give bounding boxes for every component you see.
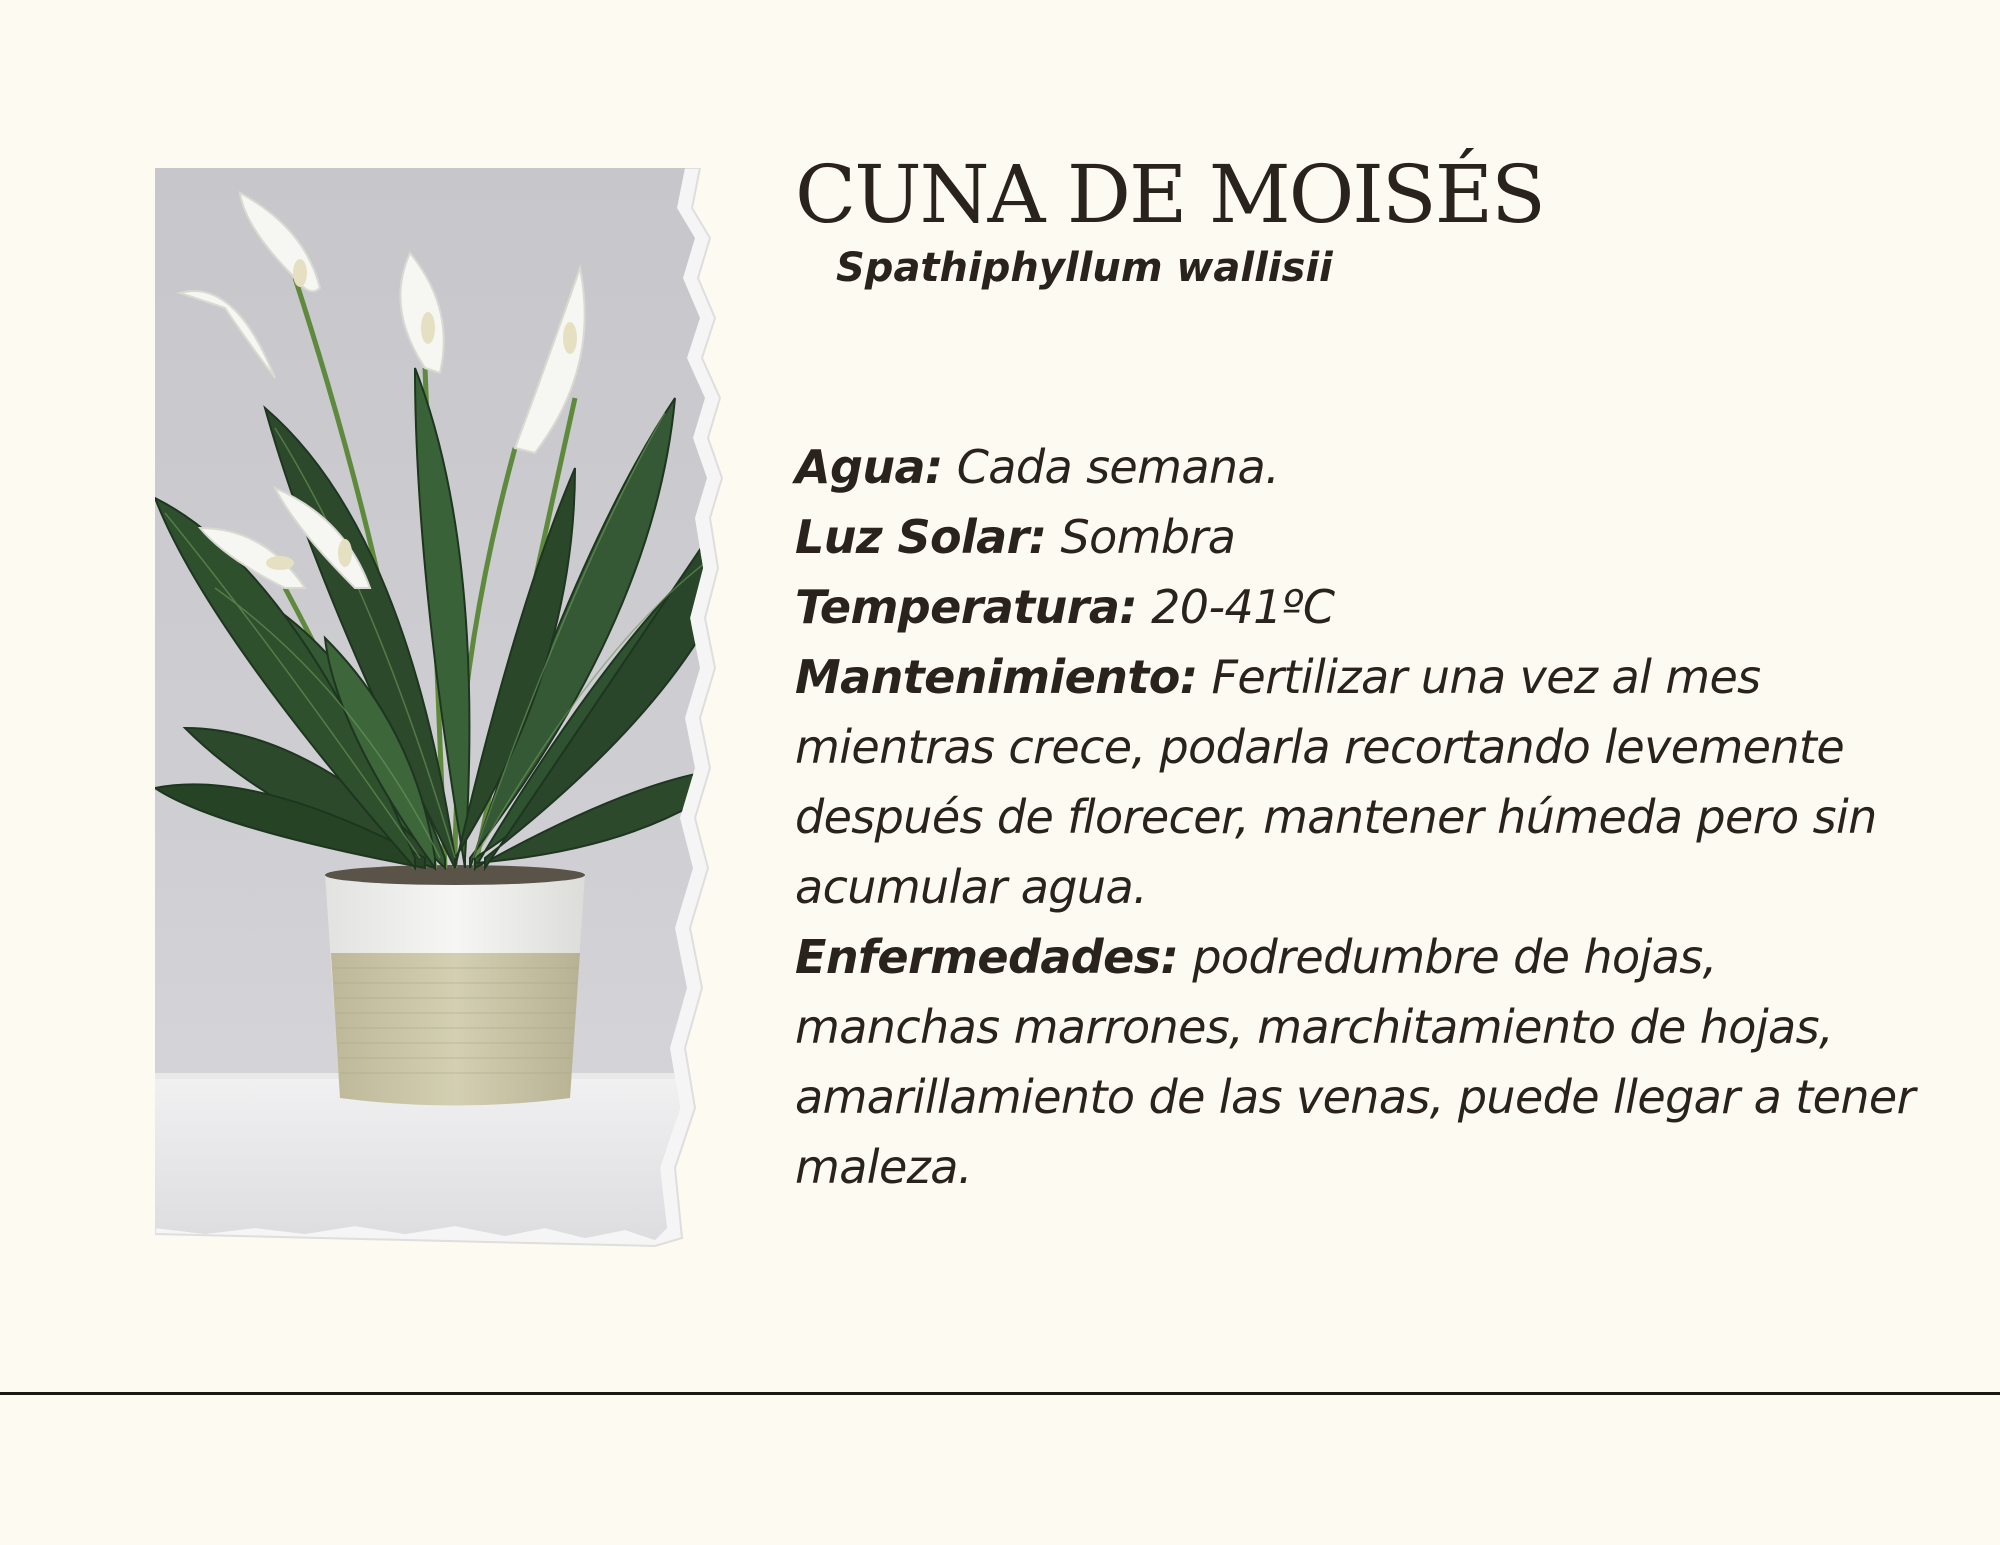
water-value: Cada semana.: [956, 440, 1280, 494]
maintenance-value: Fertilizar una vez al mes mientras crece, podarla recortando levemente después de florecer, mantener húmeda pero sin acumular agua.: [795, 650, 1877, 914]
temperature-value: 20-41ºC: [1151, 580, 1335, 634]
water-label: Agua:: [795, 440, 943, 494]
care-water: [795, 432, 1925, 502]
light-label: Luz Solar:: [795, 510, 1047, 564]
care-temperature: [795, 572, 1925, 642]
plant-photo: [155, 168, 755, 1248]
peace-lily-illustration: [155, 168, 755, 1248]
plant-scientific-name: Spathiphyllum wallisii: [836, 245, 1333, 291]
diseases-label: Enfermedades:: [795, 930, 1179, 984]
care-maintenance: [795, 642, 1925, 922]
care-light: [795, 502, 1925, 572]
light-value: Sombra: [1060, 510, 1236, 564]
temperature-label: Temperatura:: [795, 580, 1138, 634]
care-diseases: [795, 922, 1925, 1202]
bottom-divider: [0, 1392, 2000, 1395]
plant-common-name: CUNA DE MOISÉS: [795, 148, 1544, 241]
maintenance-label: Mantenimiento:: [795, 650, 1198, 704]
care-info: [795, 432, 1925, 1202]
diseases-value: podredumbre de hojas, manchas marrones, marchitamiento de hojas, amarillamiento de las venas, puede llegar a tener maleza.: [795, 930, 1915, 1194]
